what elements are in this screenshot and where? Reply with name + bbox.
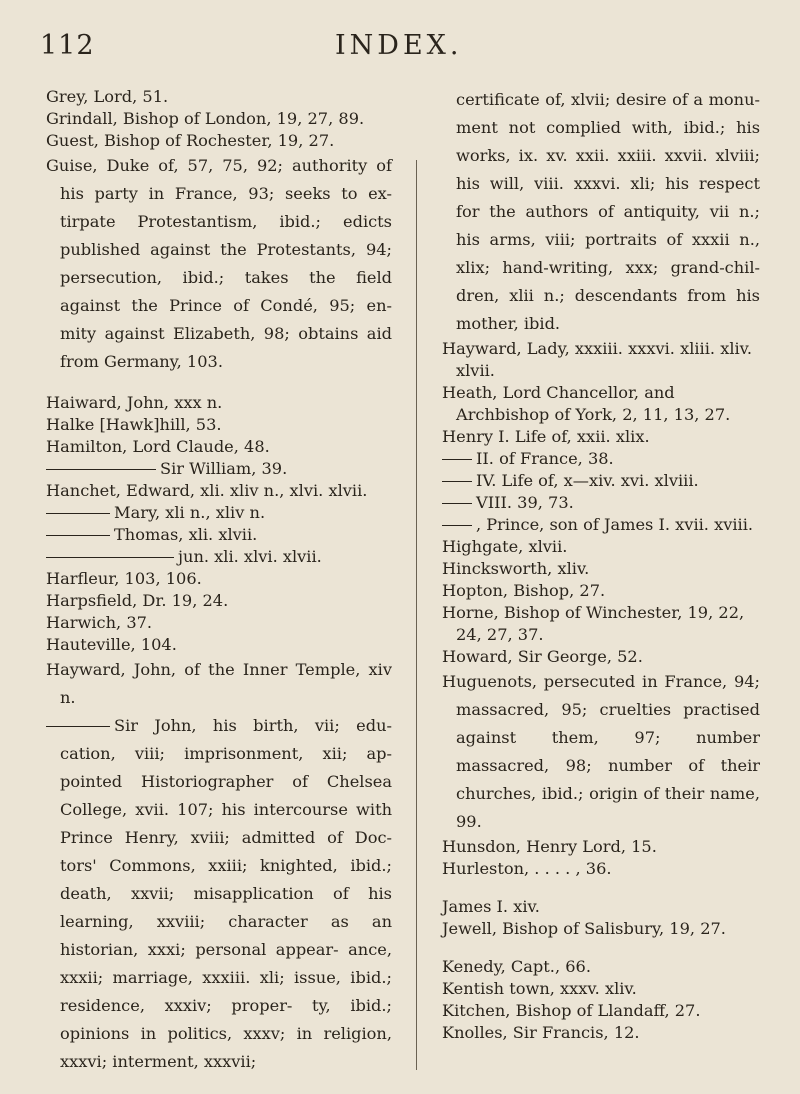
index-entry [46,524,392,546]
ditto-dash [46,469,156,470]
index-entry [46,458,392,480]
index-entry [442,338,760,382]
page-number: 112 [40,30,95,61]
index-entry-text: Guise, Duke of, 57, 75, 92; authority of his party in France, 93; seeks to ex- tirpate Protestantism, ibid.; edicts published against the Protestants, 94; persecution, ibid.; takes the field against the Prince of Condé, 95; en- mity against Elizabeth, 98; obtains aid from Germany, 103. [46,156,392,371]
index-entry-text: Knolles, Sir Francis, 12. [442,1023,640,1042]
index-entry [46,568,392,590]
index-entry [442,492,760,514]
index-entry [442,470,760,492]
index-entry [46,480,392,502]
index-entry-text: Heath, Lord Chancellor, and Archbishop of York, 2, 11, 13, 27. [442,383,731,424]
index-entry [46,502,392,524]
index-entry [46,612,392,634]
index-entry-text: Grey, Lord, 51. [46,87,169,106]
index-entry [442,1022,760,1044]
ditto-dash [442,503,472,504]
index-entry [46,152,392,376]
index-entry-text: Haiward, John, xxx n. [46,393,223,412]
ditto-dash [46,726,110,727]
index-entry [46,414,392,436]
index-entry [442,858,760,880]
index-entry [46,546,392,568]
index-entry-text: Grindall, Bishop of London, 19, 27, 89. [46,109,365,128]
index-entry-text: , Prince, son of James I. xvii. xviii. [476,515,754,534]
index-entry-text: Mary, xli n., xliv n. [114,503,266,522]
index-entry-text: Sir John, his birth, vii; edu- cation, viii; imprisonment, xii; ap- pointed Historiographer of Chelsea College, xvii. 107; his intercourse with Prince Henry, xviii; admitted of Doc- tors' Commons, xxiii; knighted, ibid.; death, xxvii; misapplication of his learning, xxviii; character as an historian, xxxi; personal appear- ance, xxxii; marriage, xxxiii. xli; issue, ibid.; residence, xxxiv; proper- ty, ibid.; opinions in politics, xxxv; in religion, xxxvi; interment, xxxvii; [60,716,392,1071]
index-entry-text: Harpsfield, Dr. 19, 24. [46,591,229,610]
index-entry [46,392,392,414]
index-entry-text: Harfleur, 103, 106. [46,569,202,588]
index-entry-text: Sir William, 39. [160,459,288,478]
index-entry [46,86,392,108]
index-entry-text: Thomas, xli. xlvii. [114,525,258,544]
index-entry-text: Harwich, 37. [46,613,153,632]
ditto-dash [46,513,110,514]
index-entry [442,836,760,858]
index-entry [46,108,392,130]
index-entry [46,436,392,458]
index-entry-text: Hurleston, . . . . , 36. [442,859,612,878]
index-column-right [442,86,760,1044]
index-column-left [46,86,392,1076]
index-entry-text: Halke [Hawk]hill, 53. [46,415,222,434]
index-entry-text: jun. xli. xlvi. xlvii. [178,547,322,566]
index-entry [442,978,760,1000]
index-entry [442,956,760,978]
index-entry-text: Hayward, Lady, xxxiii. xxxvi. xliii. xliv. xlvii. [442,339,753,380]
index-entry-text: Hayward, John, of the Inner Temple, xiv n. [46,660,392,707]
index-entry-text: Highgate, xlvii. [442,537,568,556]
index-entry-text: Howard, Sir George, 52. [442,647,643,666]
index-entry [46,712,392,1076]
index-entry [442,86,760,338]
ditto-dash [442,525,472,526]
index-entry [442,896,760,918]
index-entry-text: Hincksworth, xliv. [442,559,590,578]
index-entry-text: IV. Life of, x—xiv. xvi. xlviii. [476,471,699,490]
index-entry [442,1000,760,1022]
ditto-dash [46,535,110,536]
index-entry-text: Kenedy, Capt., 66. [442,957,591,976]
index-entry [442,448,760,470]
index-entry [46,656,392,712]
column-rule [416,160,417,1070]
index-entry-text: Henry I. Life of, xxii. xlix. [442,427,650,446]
index-entry [46,130,392,152]
index-entry-text: Horne, Bishop of Winchester, 19, 22, 24, 27, 37. [442,603,745,644]
index-entry [442,514,760,536]
ditto-dash [442,459,472,460]
index-entry-text: Hopton, Bishop, 27. [442,581,606,600]
index-entry [442,426,760,448]
index-entry-text: Kentish town, xxxv. xliv. [442,979,637,998]
index-entry [442,646,760,668]
index-entry [442,668,760,836]
index-entry-text: Kitchen, Bishop of Llandaff, 27. [442,1001,701,1020]
index-entry [442,580,760,602]
index-entry-text: Hauteville, 104. [46,635,177,654]
index-entry-text: VIII. 39, 73. [476,493,574,512]
index-entry-text: James I. xiv. [442,897,540,916]
index-entry-text: Huguenots, persecuted in France, 94; massacred, 95; cruelties practised against them, 97; number massacred, 98; number of their churches, ibid.; origin of their name, 99. [442,672,760,831]
index-entry [46,590,392,612]
ditto-dash [442,481,472,482]
index-entry-text: II. of France, 38. [476,449,614,468]
index-entry [442,918,760,940]
index-entry [46,634,392,656]
index-entry-text: Hunsdon, Henry Lord, 15. [442,837,657,856]
index-entry [442,558,760,580]
index-entry [442,602,760,646]
running-head: INDEX. [335,30,463,61]
index-entry-text: Hamilton, Lord Claude, 48. [46,437,270,456]
index-entry [442,382,760,426]
index-entry-text: Guest, Bishop of Rochester, 19, 27. [46,131,335,150]
index-entry-text: Hanchet, Edward, xli. xliv n., xlvi. xlvii. [46,481,368,500]
index-entry [442,536,760,558]
index-entry-text: Jewell, Bishop of Salisbury, 19, 27. [442,919,726,938]
ditto-dash [46,557,174,558]
index-entry-text: certificate of, xlvii; desire of a monu- ment not complied with, ibid.; his works, ix. xv. xxii. xxiii. xxvii. xlviii; his will, viii. xxxvi. xli; his respect for the authors of antiquity, vii n.; his arms, viii; portraits of xxxii n., xlix; hand-writing, xxx; grand-chil- dren, xlii n.; descendants from his mother, ibid. [456,90,760,333]
